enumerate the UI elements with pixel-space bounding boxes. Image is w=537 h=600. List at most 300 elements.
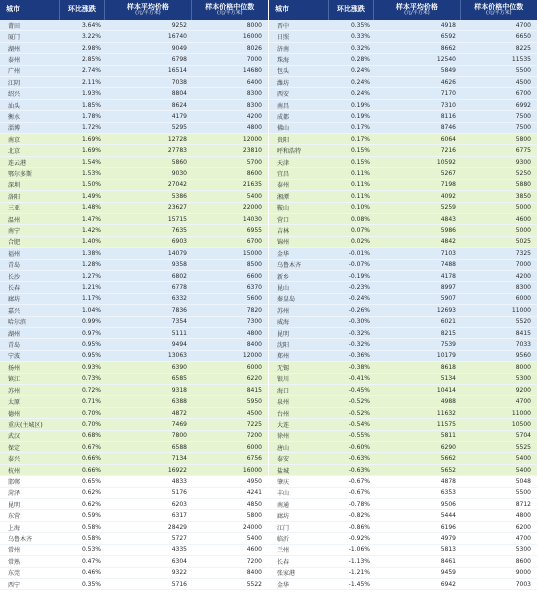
avg-price-cell: 7635 [171,227,187,235]
median-price-cell: 7300 [246,318,262,326]
city-cell: 南昌 [277,102,290,110]
change-cell: -0.67% [348,477,370,485]
table-row [269,453,537,464]
avg-price-cell: 16740 [167,33,187,41]
change-cell: 0.33% [350,33,370,41]
avg-price-cell: 8116 [440,112,456,120]
table-row [269,260,537,271]
change-cell: -1.45% [348,580,370,588]
avg-price-cell: 5386 [171,192,187,200]
table-row [269,168,537,179]
city-cell: 江阴 [8,79,21,87]
avg-price-cell: 5444 [440,512,456,520]
table-row [0,294,268,305]
table-row [269,191,537,202]
table-row [269,465,537,476]
median-price-cell: 3850 [515,192,531,200]
table-row [0,191,268,202]
table-row [0,31,268,42]
change-cell: 1.17% [81,295,101,303]
avg-price-cell: 4979 [440,534,456,542]
change-cell: 0.15% [350,147,370,155]
header-avg: 样本平均价格 [395,2,438,11]
median-price-cell: 5400 [246,192,262,200]
change-cell: -0.01% [348,249,370,257]
city-cell: 日照 [277,34,290,42]
median-price-cell: 8712 [515,500,531,508]
city-cell: 海口 [277,387,290,395]
change-cell: 0.67% [81,443,101,451]
change-cell: 0.24% [350,78,370,86]
avg-price-cell: 7539 [440,341,456,349]
median-price-cell: 5500 [515,67,531,75]
header-change: 环比涨跌 [329,0,375,20]
city-cell: 乌鲁木齐 [8,535,33,543]
median-price-cell: 8000 [246,21,262,29]
table-row [269,396,537,407]
city-cell: 泰州 [8,56,21,64]
median-price-cell: 8000 [515,363,531,371]
avg-price-cell: 8624 [171,101,187,109]
median-price-cell: 5500 [515,489,531,497]
median-price-cell: 8300 [246,101,262,109]
change-cell: 3.22% [81,33,101,41]
avg-price-cell: 5662 [440,455,456,463]
city-cell: 盐城 [277,467,290,475]
header-avg-unit: (元/平方米) [404,10,430,17]
city-cell: 新乡 [277,273,290,281]
avg-price-cell: 7488 [440,261,456,269]
table-row [269,339,537,350]
change-cell: 1.69% [81,135,101,143]
median-price-cell: 6000 [246,443,262,451]
city-cell: 贵阳 [277,136,290,144]
table-header [269,0,537,20]
median-price-cell: 5950 [246,398,262,406]
table-left-half [0,0,268,590]
avg-price-cell: 10592 [436,158,456,166]
change-cell: 1.54% [81,158,101,166]
city-cell: 临沂 [277,535,290,543]
avg-price-cell: 7836 [171,306,187,314]
table-row [269,237,537,248]
avg-price-cell: 4878 [440,477,456,485]
median-price-cell: 12000 [242,135,262,143]
table-row [269,556,537,567]
change-cell: -0.41% [348,375,370,383]
median-price-cell: 8026 [246,44,262,52]
change-cell: 0.71% [81,398,101,406]
change-cell: 0.02% [350,238,370,246]
city-cell: 潍坊 [277,79,290,87]
avg-price-cell: 4872 [171,409,187,417]
table-row [269,31,537,42]
avg-price-cell: 5295 [171,124,187,132]
table-row [0,351,268,362]
change-cell: 0.35% [350,21,370,29]
table-row [0,271,268,282]
table-row [269,408,537,419]
change-cell: 0.66% [81,466,101,474]
avg-price-cell: 7134 [171,455,187,463]
median-price-cell: 11000 [511,306,531,314]
city-cell: 天津 [277,159,290,167]
change-cell: -0.32% [348,329,370,337]
table-row [0,362,268,373]
median-price-cell: 5704 [515,432,531,440]
city-cell: 常州 [8,547,21,555]
avg-price-cell: 15715 [167,215,187,223]
median-price-cell: 4800 [246,329,262,337]
avg-price-cell: 5652 [440,466,456,474]
table-row [269,111,537,122]
change-cell: 0.72% [81,386,101,394]
city-cell: 廊坊 [8,296,21,304]
table-row [0,134,268,145]
city-cell: 保定 [8,444,21,452]
median-price-cell: 5800 [246,512,262,520]
city-cell: 秦皇岛 [277,296,296,304]
city-cell: 沈阳 [277,342,290,350]
city-cell: 连云港 [8,159,27,167]
city-cell: 兰州 [277,547,290,555]
table-row [269,248,537,259]
table-row [269,419,537,430]
avg-price-cell: 4335 [171,546,187,554]
header-change: 环比涨跌 [60,0,106,20]
median-price-cell: 7003 [515,580,531,588]
median-price-cell: 4600 [515,215,531,223]
avg-price-cell: 6021 [440,318,456,326]
city-cell: 南宁 [8,228,21,236]
city-cell: 北京 [8,148,21,156]
table-row [269,225,537,236]
table-row [0,579,268,590]
city-cell: 银川 [277,376,290,384]
median-price-cell: 6700 [246,238,262,246]
change-cell: -0.63% [348,455,370,463]
table-row [269,123,537,134]
avg-price-cell: 6064 [440,135,456,143]
city-cell: 晋中 [277,22,290,30]
city-cell: 无锡 [277,364,290,372]
change-cell: -0.36% [348,352,370,360]
change-cell: 0.24% [350,90,370,98]
change-cell: 0.28% [350,55,370,63]
table-row [0,225,268,236]
city-cell: 苏州 [277,307,290,315]
avg-price-cell: 7469 [171,420,187,428]
table-row [0,488,268,499]
table-row [0,442,268,453]
city-cell: 扬州 [8,364,21,372]
city-cell: 包头 [277,68,290,76]
city-cell: 珠海 [277,56,290,64]
median-price-cell: 8300 [246,90,262,98]
median-price-cell: 5048 [515,477,531,485]
avg-price-cell: 6903 [171,238,187,246]
avg-price-cell: 8618 [440,363,456,371]
change-cell: -0.52% [348,398,370,406]
avg-price-cell: 9459 [440,569,456,577]
avg-price-cell: 6196 [440,523,456,531]
avg-price-cell: 5176 [171,489,187,497]
avg-price-cell: 6332 [171,295,187,303]
change-cell: 0.53% [81,546,101,554]
city-cell: 厦门 [8,34,21,42]
median-price-cell: 5400 [515,466,531,474]
city-cell: 青岛 [8,342,21,350]
table-row [269,294,537,305]
change-cell: 0.65% [81,477,101,485]
median-price-cell: 5000 [515,204,531,212]
median-price-cell: 4200 [515,272,531,280]
city-cell: 郑州 [277,353,290,361]
change-cell: 2.74% [81,67,101,75]
city-cell: 绍兴 [8,91,21,99]
avg-price-cell: 5813 [440,546,456,554]
table-row [0,431,268,442]
median-price-cell: 9300 [515,158,531,166]
avg-price-cell: 4178 [440,272,456,280]
median-price-cell: 7820 [246,306,262,314]
median-price-cell: 5400 [246,534,262,542]
table-row [0,100,268,111]
median-price-cell: 9200 [515,386,531,394]
median-price-cell: 8415 [515,329,531,337]
table-row [269,203,537,214]
table-row [269,328,537,339]
city-cell: 太原 [8,399,21,407]
change-cell: -0.07% [348,261,370,269]
header-city: 城市 [0,0,60,20]
table-row [269,145,537,156]
median-price-cell: 8400 [246,341,262,349]
change-cell: 0.17% [350,124,370,132]
table-row [269,214,537,225]
change-cell: 0.07% [350,227,370,235]
avg-price-cell: 7800 [171,432,187,440]
avg-price-cell: 5907 [440,295,456,303]
median-price-cell: 5800 [515,135,531,143]
avg-price-cell: 14079 [167,249,187,257]
city-cell: 唐山 [277,444,290,452]
avg-price-cell: 6585 [171,375,187,383]
median-price-cell: 5520 [515,318,531,326]
avg-price-cell: 10414 [436,386,456,394]
change-cell: -1.21% [348,569,370,577]
header-avg: 样本平均价格 [126,2,169,11]
avg-price-cell: 4842 [440,238,456,246]
median-price-cell: 8225 [515,44,531,52]
table-row [0,419,268,430]
city-cell: 徐州 [277,433,290,441]
median-price-cell: 8600 [515,557,531,565]
city-cell: 苏州 [8,387,21,395]
change-cell: -0.26% [348,306,370,314]
city-cell: 泰安 [277,456,290,464]
header-median: 样本价格中位数 [474,2,524,11]
table-row [269,510,537,521]
table-row [0,499,268,510]
median-price-cell: 6400 [246,78,262,86]
median-price-cell: 7225 [246,420,262,428]
median-price-cell: 8600 [246,169,262,177]
change-cell: -0.60% [348,443,370,451]
city-cell: 邯郸 [8,478,21,486]
table-row [0,568,268,579]
table-row [269,66,537,77]
median-price-cell: 6992 [515,101,531,109]
city-cell: 嘉兴 [8,307,21,315]
avg-price-cell: 5716 [171,580,187,588]
avg-price-cell: 7310 [440,101,456,109]
median-price-cell: 8500 [246,261,262,269]
table-row [0,317,268,328]
median-price-cell: 5300 [515,375,531,383]
median-price-cell: 6700 [515,90,531,98]
avg-price-cell: 23627 [167,204,187,212]
table-row [0,533,268,544]
median-price-cell: 7000 [515,261,531,269]
table-row [269,180,537,191]
change-cell: -0.86% [348,523,370,531]
table-row [0,396,268,407]
median-price-cell: 5525 [515,443,531,451]
median-price-cell: 5400 [515,455,531,463]
median-price-cell: 14680 [242,67,262,75]
avg-price-cell: 9358 [171,261,187,269]
avg-price-cell: 4918 [440,21,456,29]
median-price-cell: 4200 [246,112,262,120]
change-cell: 0.68% [81,432,101,440]
city-cell: 呼和浩特 [277,148,302,156]
median-price-cell: 7325 [515,249,531,257]
median-price-cell: 5700 [246,158,262,166]
avg-price-cell: 27783 [167,147,187,155]
avg-price-cell: 5849 [440,67,456,75]
median-price-cell: 9560 [515,352,531,360]
median-price-cell: 4700 [515,534,531,542]
change-cell: 0.47% [81,557,101,565]
change-cell: 1.40% [81,238,101,246]
avg-price-cell: 5259 [440,204,456,212]
avg-price-cell: 13063 [167,352,187,360]
median-price-cell: 24000 [242,523,262,531]
table-row [269,533,537,544]
median-price-cell: 14030 [242,215,262,223]
table-row [269,100,537,111]
city-cell: 湖州 [8,330,21,338]
change-cell: 1.28% [81,261,101,269]
header-median-unit: (元/平方米) [486,10,512,17]
avg-price-cell: 9322 [171,569,187,577]
change-cell: -0.92% [348,534,370,542]
median-price-cell: 5522 [246,580,262,588]
median-price-cell: 11000 [511,409,531,417]
table-body-right [269,20,537,590]
change-cell: 1.27% [81,272,101,280]
change-cell: 1.21% [81,284,101,292]
change-cell: 0.62% [81,489,101,497]
avg-price-cell: 9049 [171,44,187,52]
median-price-cell: 10500 [511,420,531,428]
table-row [0,522,268,533]
city-cell: 鞍山 [277,205,290,213]
city-cell: 长沙 [8,273,21,281]
table-row [0,339,268,350]
median-price-cell: 5880 [515,181,531,189]
table-row [0,54,268,65]
change-cell: 1.49% [81,192,101,200]
change-cell: -0.19% [348,272,370,280]
median-price-cell: 16000 [242,466,262,474]
change-cell: 0.19% [350,112,370,120]
table-right-half [269,0,537,590]
header-city: 城市 [269,0,329,20]
avg-price-cell: 27042 [167,181,187,189]
table-row [0,123,268,134]
table-row [0,43,268,54]
avg-price-cell: 8215 [440,329,456,337]
table-row [0,237,268,248]
change-cell: 1.93% [81,90,101,98]
median-price-cell: 7000 [246,55,262,63]
avg-price-cell: 6798 [171,55,187,63]
avg-price-cell: 6388 [171,398,187,406]
header-median-wrap [192,0,268,20]
avg-price-cell: 6802 [171,272,187,280]
header-median: 样本价格中位数 [205,2,255,11]
change-cell: 1.85% [81,101,101,109]
avg-price-cell: 8461 [440,557,456,565]
avg-price-cell: 9252 [171,21,187,29]
table-row [0,111,268,122]
city-cell: 宁波 [8,353,21,361]
change-cell: 0.70% [81,409,101,417]
change-cell: -0.45% [348,386,370,394]
city-cell: 淄博 [8,125,21,133]
city-cell: 广州 [8,68,21,76]
city-cell: 镇江 [8,376,21,384]
change-cell: 0.95% [81,352,101,360]
median-price-cell: 4700 [515,398,531,406]
city-cell: 长春 [277,558,290,566]
change-cell: 0.11% [350,192,370,200]
city-cell: 长春 [8,285,21,293]
city-cell: 哈尔滨 [8,319,27,327]
change-cell: 0.73% [81,375,101,383]
city-cell: 武汉 [8,433,21,441]
avg-price-cell: 8746 [440,124,456,132]
avg-price-cell: 6390 [171,363,187,371]
table-row [0,305,268,316]
avg-price-cell: 6592 [440,33,456,41]
city-cell: 张家港 [277,570,296,578]
change-cell: -0.24% [348,295,370,303]
city-cell: 廊坊 [277,513,290,521]
table-row [0,145,268,156]
change-cell: 0.62% [81,500,101,508]
avg-price-cell: 7198 [440,181,456,189]
avg-price-cell: 10179 [436,352,456,360]
change-cell: -0.55% [348,432,370,440]
city-cell: 大连 [277,421,290,429]
city-cell: 合肥 [8,239,21,247]
avg-price-cell: 4843 [440,215,456,223]
city-cell: 重庆(主城区) [8,421,43,429]
change-cell: 0.46% [81,569,101,577]
